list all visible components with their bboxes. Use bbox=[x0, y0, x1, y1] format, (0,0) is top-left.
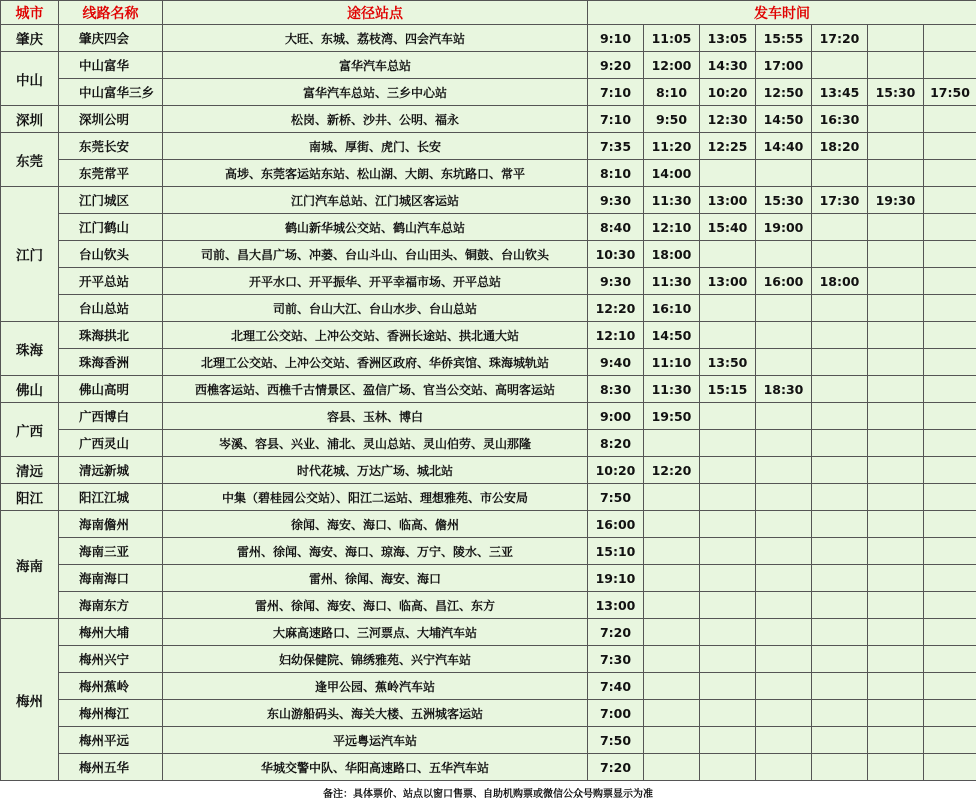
route-name-cell: 梅州蕉岭 bbox=[59, 673, 163, 700]
departure-time-cell bbox=[924, 241, 976, 268]
route-row bbox=[1, 592, 976, 619]
route-name-cell: 东莞常平 bbox=[59, 160, 163, 187]
departure-time-cell: 13:00 bbox=[700, 187, 756, 214]
departure-time-cell: 9:00 bbox=[588, 403, 644, 430]
departure-time-cell bbox=[644, 592, 700, 619]
departure-time-cell: 10:20 bbox=[588, 457, 644, 484]
departure-time-cell: 13:00 bbox=[700, 268, 756, 295]
departure-time-cell: 17:00 bbox=[756, 52, 812, 79]
departure-time-cell: 11:05 bbox=[644, 25, 700, 52]
departure-time-cell: 7:20 bbox=[588, 619, 644, 646]
departure-time-cell: 11:30 bbox=[644, 268, 700, 295]
departure-time-cell bbox=[868, 214, 924, 241]
departure-time-cell bbox=[812, 52, 868, 79]
route-row bbox=[1, 727, 976, 754]
departure-time-cell bbox=[924, 25, 976, 52]
route-name-cell: 梅州大埔 bbox=[59, 619, 163, 646]
stops-cell: 司前、台山大江、台山水步、台山总站 bbox=[163, 295, 588, 322]
departure-time-cell: 13:45 bbox=[812, 79, 868, 106]
departure-time-cell: 18:00 bbox=[644, 241, 700, 268]
stops-cell: 高埗、东莞客运站东站、松山湖、大朗、东坑路口、常平 bbox=[163, 160, 588, 187]
departure-time-cell bbox=[644, 538, 700, 565]
departure-time-cell bbox=[924, 538, 976, 565]
route-name-cell: 佛山高明 bbox=[59, 376, 163, 403]
route-name-cell: 开平总站 bbox=[59, 268, 163, 295]
departure-time-cell bbox=[700, 484, 756, 511]
departure-time-cell bbox=[644, 727, 700, 754]
departure-time-cell bbox=[756, 403, 812, 430]
departure-time-cell: 11:10 bbox=[644, 349, 700, 376]
departure-time-cell bbox=[868, 403, 924, 430]
departure-time-cell bbox=[924, 754, 976, 781]
departure-time-cell bbox=[924, 295, 976, 322]
departure-time-cell bbox=[868, 133, 924, 160]
departure-time-cell bbox=[700, 673, 756, 700]
departure-time-cell: 10:20 bbox=[700, 79, 756, 106]
departure-time-cell: 13:00 bbox=[588, 592, 644, 619]
departure-time-cell bbox=[924, 376, 976, 403]
departure-time-cell bbox=[924, 403, 976, 430]
departure-time-cell bbox=[756, 349, 812, 376]
header-route-name: 线路名称 bbox=[59, 1, 163, 25]
header-row bbox=[1, 1, 976, 25]
departure-time-cell bbox=[868, 619, 924, 646]
departure-time-cell bbox=[868, 322, 924, 349]
departure-time-cell bbox=[868, 511, 924, 538]
departure-time-cell bbox=[756, 592, 812, 619]
departure-time-cell bbox=[868, 565, 924, 592]
departure-time-cell bbox=[812, 430, 868, 457]
route-name-cell: 江门城区 bbox=[59, 187, 163, 214]
departure-time-cell bbox=[868, 727, 924, 754]
departure-time-cell bbox=[868, 268, 924, 295]
departure-time-cell: 15:40 bbox=[700, 214, 756, 241]
departure-time-cell: 9:20 bbox=[588, 52, 644, 79]
departure-time-cell bbox=[644, 430, 700, 457]
departure-time-cell bbox=[812, 646, 868, 673]
departure-time-cell: 19:50 bbox=[644, 403, 700, 430]
departure-time-cell: 9:40 bbox=[588, 349, 644, 376]
stops-cell: 平远粤运汽车站 bbox=[163, 727, 588, 754]
stops-cell: 华城交警中队、华阳高速路口、五华汽车站 bbox=[163, 754, 588, 781]
route-name-cell: 深圳公明 bbox=[59, 106, 163, 133]
departure-time-cell: 7:35 bbox=[588, 133, 644, 160]
header-stops: 途径站点 bbox=[163, 1, 588, 25]
departure-time-cell bbox=[700, 592, 756, 619]
departure-time-cell: 7:30 bbox=[588, 646, 644, 673]
departure-time-cell bbox=[868, 349, 924, 376]
departure-time-cell: 12:50 bbox=[756, 79, 812, 106]
city-cell: 佛山 bbox=[1, 376, 59, 403]
stops-cell: 雷州、徐闻、海安、海口 bbox=[163, 565, 588, 592]
stops-cell: 雷州、徐闻、海安、海口、琼海、万宁、陵水、三亚 bbox=[163, 538, 588, 565]
departure-time-cell bbox=[700, 403, 756, 430]
departure-time-cell: 15:30 bbox=[868, 79, 924, 106]
departure-time-cell bbox=[700, 457, 756, 484]
departure-time-cell bbox=[868, 160, 924, 187]
departure-time-cell bbox=[644, 484, 700, 511]
departure-time-cell bbox=[700, 241, 756, 268]
departure-time-cell bbox=[756, 700, 812, 727]
route-row bbox=[1, 700, 976, 727]
departure-time-cell: 16:10 bbox=[644, 295, 700, 322]
departure-time-cell: 14:50 bbox=[644, 322, 700, 349]
departure-time-cell bbox=[868, 700, 924, 727]
departure-time-cell bbox=[868, 592, 924, 619]
departure-time-cell bbox=[924, 484, 976, 511]
route-name-cell: 广西灵山 bbox=[59, 430, 163, 457]
departure-time-cell bbox=[868, 376, 924, 403]
departure-time-cell bbox=[756, 430, 812, 457]
departure-time-cell bbox=[868, 538, 924, 565]
footnote: 备注：具体票价、站点以窗口售票、自助机购票或微信公众号购票显示为准 bbox=[323, 789, 653, 800]
departure-time-cell: 16:30 bbox=[812, 106, 868, 133]
departure-time-cell bbox=[924, 106, 976, 133]
departure-time-cell: 16:00 bbox=[756, 268, 812, 295]
departure-time-cell bbox=[812, 322, 868, 349]
departure-time-cell: 10:30 bbox=[588, 241, 644, 268]
route-name-cell: 中山富华三乡 bbox=[59, 79, 163, 106]
route-row bbox=[1, 565, 976, 592]
departure-time-cell: 12:10 bbox=[644, 214, 700, 241]
departure-time-cell bbox=[924, 349, 976, 376]
departure-time-cell: 7:50 bbox=[588, 727, 644, 754]
departure-time-cell bbox=[924, 160, 976, 187]
departure-time-cell: 15:15 bbox=[700, 376, 756, 403]
departure-time-cell bbox=[868, 484, 924, 511]
departure-time-cell bbox=[868, 430, 924, 457]
departure-time-cell bbox=[700, 727, 756, 754]
route-row bbox=[1, 457, 976, 484]
city-cell: 阳江 bbox=[1, 484, 59, 511]
departure-time-cell bbox=[924, 187, 976, 214]
departure-time-cell: 19:00 bbox=[756, 214, 812, 241]
departure-time-cell bbox=[924, 457, 976, 484]
route-row bbox=[1, 160, 976, 187]
stops-cell: 开平水口、开平振华、开平幸福市场、开平总站 bbox=[163, 268, 588, 295]
route-row bbox=[1, 133, 976, 160]
departure-time-cell: 12:25 bbox=[700, 133, 756, 160]
route-row bbox=[1, 754, 976, 781]
route-name-cell: 清远新城 bbox=[59, 457, 163, 484]
departure-time-cell bbox=[924, 322, 976, 349]
departure-time-cell bbox=[756, 727, 812, 754]
route-row bbox=[1, 349, 976, 376]
stops-cell: 北理工公交站、上冲公交站、香洲区政府、华侨宾馆、珠海城轨站 bbox=[163, 349, 588, 376]
route-row bbox=[1, 673, 976, 700]
route-row bbox=[1, 214, 976, 241]
departure-time-cell: 12:30 bbox=[700, 106, 756, 133]
departure-time-cell bbox=[812, 241, 868, 268]
departure-time-cell bbox=[644, 511, 700, 538]
departure-time-cell bbox=[644, 619, 700, 646]
departure-time-cell bbox=[700, 511, 756, 538]
city-cell: 深圳 bbox=[1, 106, 59, 133]
stops-cell: 东山游船码头、海关大楼、五洲城客运站 bbox=[163, 700, 588, 727]
departure-time-cell bbox=[924, 673, 976, 700]
departure-time-cell: 12:10 bbox=[588, 322, 644, 349]
city-cell: 梅州 bbox=[1, 619, 59, 781]
route-name-cell: 梅州兴宁 bbox=[59, 646, 163, 673]
route-name-cell: 海南三亚 bbox=[59, 538, 163, 565]
departure-time-cell bbox=[812, 295, 868, 322]
departure-time-cell bbox=[700, 538, 756, 565]
departure-time-cell bbox=[756, 511, 812, 538]
route-name-cell: 广西博白 bbox=[59, 403, 163, 430]
route-row bbox=[1, 646, 976, 673]
departure-time-cell bbox=[812, 700, 868, 727]
departure-time-cell: 12:20 bbox=[588, 295, 644, 322]
stops-cell: 北理工公交站、上冲公交站、香洲长途站、拱北通大站 bbox=[163, 322, 588, 349]
departure-time-cell bbox=[868, 241, 924, 268]
departure-time-cell bbox=[868, 673, 924, 700]
route-row bbox=[1, 619, 976, 646]
route-row bbox=[1, 511, 976, 538]
departure-time-cell: 19:10 bbox=[588, 565, 644, 592]
departure-time-cell: 16:00 bbox=[588, 511, 644, 538]
departure-time-cell bbox=[868, 295, 924, 322]
departure-time-cell: 19:30 bbox=[868, 187, 924, 214]
departure-time-cell bbox=[924, 52, 976, 79]
departure-time-cell bbox=[644, 646, 700, 673]
header-departure-time: 发车时间 bbox=[588, 1, 976, 25]
departure-time-cell bbox=[812, 565, 868, 592]
departure-time-cell: 11:20 bbox=[644, 133, 700, 160]
departure-time-cell: 9:30 bbox=[588, 268, 644, 295]
stops-cell: 司前、昌大昌广场、冲蒌、台山斗山、台山田头、铜鼓、台山钦头 bbox=[163, 241, 588, 268]
stops-cell: 容县、玉林、博白 bbox=[163, 403, 588, 430]
departure-time-cell bbox=[924, 727, 976, 754]
departure-time-cell: 7:10 bbox=[588, 106, 644, 133]
stops-cell: 大旺、东城、荔枝湾、四会汽车站 bbox=[163, 25, 588, 52]
city-cell: 广西 bbox=[1, 403, 59, 457]
departure-time-cell: 14:00 bbox=[644, 160, 700, 187]
departure-time-cell bbox=[924, 268, 976, 295]
route-row bbox=[1, 187, 976, 214]
route-name-cell: 台山钦头 bbox=[59, 241, 163, 268]
departure-time-cell: 7:40 bbox=[588, 673, 644, 700]
stops-cell: 鹤山新华城公交站、鹤山汽车总站 bbox=[163, 214, 588, 241]
city-cell: 海南 bbox=[1, 511, 59, 619]
stops-cell: 南城、厚街、虎门、长安 bbox=[163, 133, 588, 160]
departure-time-cell: 8:10 bbox=[588, 160, 644, 187]
route-name-cell: 海南儋州 bbox=[59, 511, 163, 538]
departure-time-cell bbox=[868, 457, 924, 484]
stops-cell: 徐闻、海安、海口、临高、儋州 bbox=[163, 511, 588, 538]
departure-time-cell bbox=[700, 322, 756, 349]
city-cell: 东莞 bbox=[1, 133, 59, 187]
departure-time-cell bbox=[812, 727, 868, 754]
departure-time-cell bbox=[812, 538, 868, 565]
departure-time-cell bbox=[868, 52, 924, 79]
departure-time-cell bbox=[924, 133, 976, 160]
departure-time-cell: 13:50 bbox=[700, 349, 756, 376]
departure-time-cell: 13:05 bbox=[700, 25, 756, 52]
departure-time-cell bbox=[756, 754, 812, 781]
departure-time-cell bbox=[700, 619, 756, 646]
departure-time-cell: 17:50 bbox=[924, 79, 976, 106]
departure-time-cell bbox=[812, 619, 868, 646]
city-cell: 肇庆 bbox=[1, 25, 59, 52]
departure-time-cell bbox=[756, 619, 812, 646]
departure-time-cell bbox=[644, 754, 700, 781]
departure-time-cell bbox=[924, 511, 976, 538]
departure-time-cell: 18:00 bbox=[812, 268, 868, 295]
route-row bbox=[1, 52, 976, 79]
departure-time-cell bbox=[756, 241, 812, 268]
city-cell: 清远 bbox=[1, 457, 59, 484]
departure-time-cell bbox=[700, 565, 756, 592]
departure-time-cell bbox=[756, 673, 812, 700]
city-cell: 中山 bbox=[1, 52, 59, 106]
departure-time-cell bbox=[924, 619, 976, 646]
route-name-cell: 珠海香洲 bbox=[59, 349, 163, 376]
departure-time-cell bbox=[812, 457, 868, 484]
departure-time-cell bbox=[700, 295, 756, 322]
route-name-cell: 阳江江城 bbox=[59, 484, 163, 511]
route-row bbox=[1, 376, 976, 403]
departure-time-cell bbox=[756, 565, 812, 592]
departure-time-cell: 14:40 bbox=[756, 133, 812, 160]
departure-time-cell bbox=[812, 160, 868, 187]
departure-time-cell bbox=[812, 754, 868, 781]
route-row bbox=[1, 268, 976, 295]
departure-time-cell bbox=[700, 646, 756, 673]
departure-time-cell bbox=[700, 430, 756, 457]
departure-time-cell: 8:20 bbox=[588, 430, 644, 457]
departure-time-cell bbox=[812, 592, 868, 619]
route-name-cell: 台山总站 bbox=[59, 295, 163, 322]
route-name-cell: 梅州梅江 bbox=[59, 700, 163, 727]
route-name-cell: 东莞长安 bbox=[59, 133, 163, 160]
departure-time-cell bbox=[812, 214, 868, 241]
departure-time-cell bbox=[756, 160, 812, 187]
route-row bbox=[1, 25, 976, 52]
stops-cell: 时代花城、万达广场、城北站 bbox=[163, 457, 588, 484]
stops-cell: 松岗、新桥、沙井、公明、福永 bbox=[163, 106, 588, 133]
departure-time-cell bbox=[924, 592, 976, 619]
departure-time-cell bbox=[812, 376, 868, 403]
departure-time-cell bbox=[812, 349, 868, 376]
departure-time-cell bbox=[756, 538, 812, 565]
departure-time-cell bbox=[756, 646, 812, 673]
departure-time-cell: 18:20 bbox=[812, 133, 868, 160]
departure-time-cell: 8:30 bbox=[588, 376, 644, 403]
route-row bbox=[1, 295, 976, 322]
departure-time-cell: 15:30 bbox=[756, 187, 812, 214]
departure-time-cell: 14:30 bbox=[700, 52, 756, 79]
departure-time-cell bbox=[756, 457, 812, 484]
departure-time-cell: 12:20 bbox=[644, 457, 700, 484]
route-row bbox=[1, 430, 976, 457]
departure-time-cell bbox=[644, 565, 700, 592]
departure-time-cell: 14:50 bbox=[756, 106, 812, 133]
departure-time-cell bbox=[868, 106, 924, 133]
departure-time-cell: 9:10 bbox=[588, 25, 644, 52]
departure-time-cell: 11:30 bbox=[644, 187, 700, 214]
route-name-cell: 梅州五华 bbox=[59, 754, 163, 781]
city-cell: 江门 bbox=[1, 187, 59, 322]
route-row bbox=[1, 79, 976, 106]
departure-time-cell: 8:40 bbox=[588, 214, 644, 241]
departure-time-cell: 17:20 bbox=[812, 25, 868, 52]
route-name-cell: 海南海口 bbox=[59, 565, 163, 592]
departure-time-cell: 8:10 bbox=[644, 79, 700, 106]
route-row bbox=[1, 241, 976, 268]
departure-time-cell bbox=[700, 160, 756, 187]
departure-time-cell bbox=[756, 322, 812, 349]
departure-time-cell bbox=[924, 700, 976, 727]
departure-time-cell bbox=[756, 484, 812, 511]
route-row bbox=[1, 484, 976, 511]
stops-cell: 中集（碧桂园公交站）、阳江二运站、理想雅苑、市公安局 bbox=[163, 484, 588, 511]
departure-time-cell bbox=[924, 430, 976, 457]
departure-time-cell bbox=[812, 673, 868, 700]
city-cell: 珠海 bbox=[1, 322, 59, 376]
departure-time-cell: 15:10 bbox=[588, 538, 644, 565]
departure-time-cell: 7:10 bbox=[588, 79, 644, 106]
departure-time-cell bbox=[924, 214, 976, 241]
departure-time-cell: 7:00 bbox=[588, 700, 644, 727]
departure-time-cell: 11:30 bbox=[644, 376, 700, 403]
departure-time-cell bbox=[924, 646, 976, 673]
departure-time-cell: 18:30 bbox=[756, 376, 812, 403]
departure-time-cell: 17:30 bbox=[812, 187, 868, 214]
header-city: 城市 bbox=[1, 1, 59, 25]
departure-time-cell: 12:00 bbox=[644, 52, 700, 79]
stops-cell: 西樵客运站、西樵千古情景区、盈信广场、官当公交站、高明客运站 bbox=[163, 376, 588, 403]
route-name-cell: 海南东方 bbox=[59, 592, 163, 619]
route-row bbox=[1, 322, 976, 349]
departure-time-cell bbox=[700, 754, 756, 781]
departure-time-cell bbox=[756, 295, 812, 322]
departure-time-cell: 7:20 bbox=[588, 754, 644, 781]
departure-time-cell bbox=[812, 511, 868, 538]
route-name-cell: 珠海拱北 bbox=[59, 322, 163, 349]
departure-time-cell bbox=[868, 754, 924, 781]
stops-cell: 妇幼保健院、锦绣雅苑、兴宁汽车站 bbox=[163, 646, 588, 673]
departure-time-cell bbox=[868, 25, 924, 52]
stops-cell: 富华汽车总站、三乡中心站 bbox=[163, 79, 588, 106]
stops-cell: 大麻高速路口、三河票点、大埔汽车站 bbox=[163, 619, 588, 646]
route-name-cell: 江门鹤山 bbox=[59, 214, 163, 241]
departure-time-cell: 7:50 bbox=[588, 484, 644, 511]
route-row bbox=[1, 538, 976, 565]
stops-cell: 逢甲公园、蕉岭汽车站 bbox=[163, 673, 588, 700]
stops-cell: 雷州、徐闻、海安、海口、临高、昌江、东方 bbox=[163, 592, 588, 619]
stops-cell: 富华汽车总站 bbox=[163, 52, 588, 79]
route-name-cell: 肇庆四会 bbox=[59, 25, 163, 52]
departure-time-cell bbox=[644, 673, 700, 700]
route-name-cell: 中山富华 bbox=[59, 52, 163, 79]
route-name-cell: 梅州平远 bbox=[59, 727, 163, 754]
departure-time-cell: 9:50 bbox=[644, 106, 700, 133]
departure-time-cell: 15:55 bbox=[756, 25, 812, 52]
departure-time-cell bbox=[868, 646, 924, 673]
route-row bbox=[1, 403, 976, 430]
stops-cell: 江门汽车总站、江门城区客运站 bbox=[163, 187, 588, 214]
departure-time-cell bbox=[924, 565, 976, 592]
route-row bbox=[1, 106, 976, 133]
departure-time-cell bbox=[644, 700, 700, 727]
departure-time-cell bbox=[812, 403, 868, 430]
stops-cell: 岑溪、容县、兴业、浦北、灵山总站、灵山伯劳、灵山那隆 bbox=[163, 430, 588, 457]
departure-time-cell: 9:30 bbox=[588, 187, 644, 214]
departure-time-cell bbox=[812, 484, 868, 511]
departure-time-cell bbox=[700, 700, 756, 727]
